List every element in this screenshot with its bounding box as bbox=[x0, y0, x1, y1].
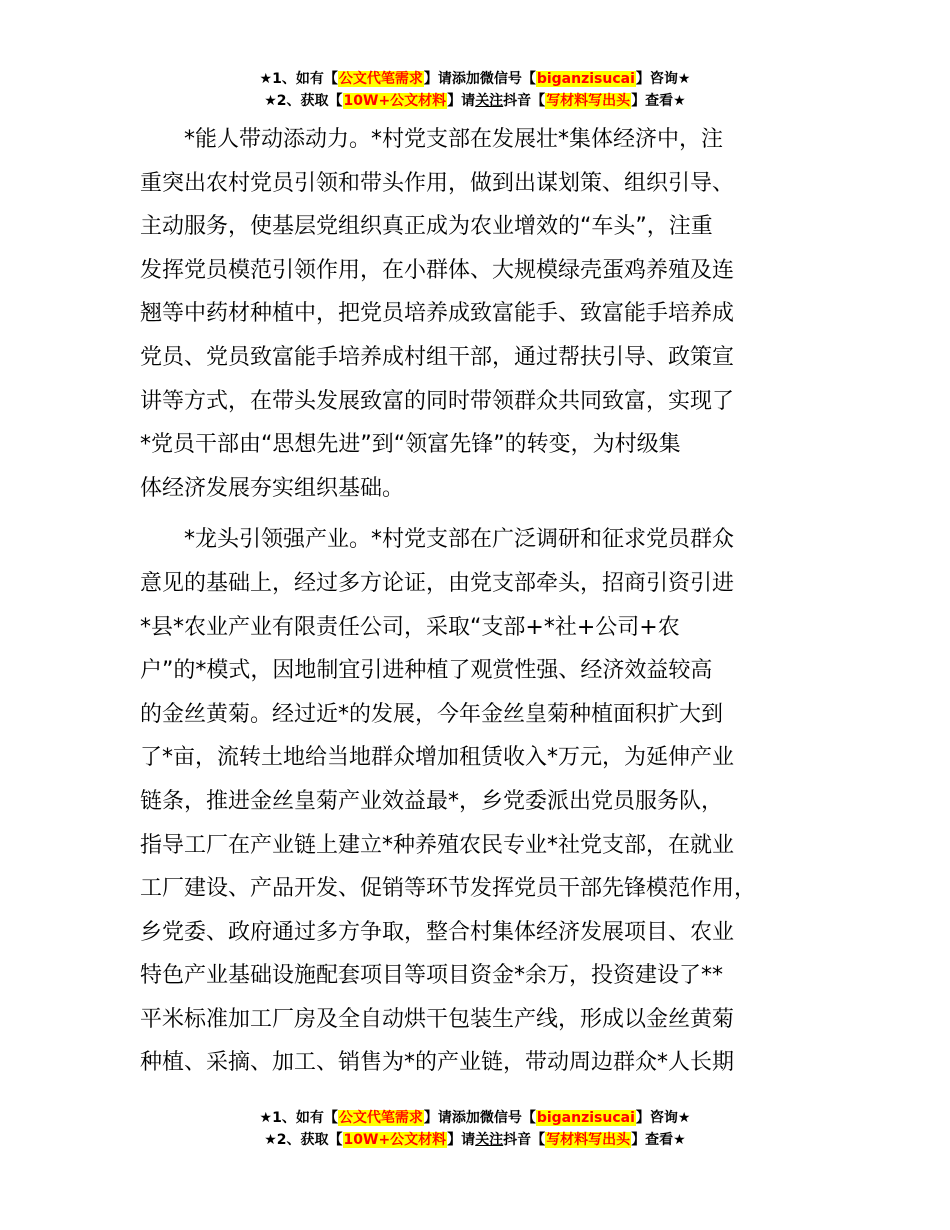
footer-follow-text: 关注 bbox=[475, 1132, 504, 1148]
header-line-2-douyin: 抖音【 bbox=[503, 93, 546, 109]
header-banner bbox=[0, 68, 950, 112]
footer-highlight-ghostwriting: 公文代笔需求 bbox=[338, 1110, 423, 1126]
header-line-1-suffix: 】咨询★ bbox=[635, 71, 691, 87]
header-line-1-mid: 】请添加微信号【 bbox=[423, 71, 536, 87]
header-follow-text: 关注 bbox=[475, 93, 504, 109]
footer-line-1-prefix: ★1、如有【 bbox=[259, 1110, 338, 1126]
footer-line-1-suffix: 】咨询★ bbox=[635, 1110, 691, 1126]
paragraph-capable-people: *能人带动添动力。*村党支部在发展壮*集体经济中，注 重突出农村党员引领和带头作用，做到出谋划策、组织引导、 主动服务，使基层党组织真正成为农业增效的“车头”，注重 发挥党员模范引领作用，在小群体、大规模绿壳蛋鸡养殖及连 翘等中药材种植中，把党员培养成致富能手、致富能手培养成 党员、党员致富能手培养成村组干部，通过帮扶引导、政策宣 讲等方式，在带头发展致富的同时带领群众共同致富，实现了 *党员干部由“思想先进”到“领富先锋”的转变，为村级集 体经济发展夯实组织基础。 bbox=[140, 127, 735, 501]
footer-line-2-douyin: 抖音【 bbox=[503, 1132, 546, 1148]
header-line-2-mid: 】请 bbox=[447, 93, 476, 109]
header-highlight-ghostwriting: 公文代笔需求 bbox=[338, 71, 423, 87]
header-highlight-account: 写材料写出头 bbox=[546, 93, 631, 109]
footer-line-2-mid: 】请 bbox=[447, 1132, 476, 1148]
footer-highlight-account: 写材料写出头 bbox=[546, 1132, 631, 1148]
footer-line-1-mid: 】请添加微信号【 bbox=[423, 1110, 536, 1126]
footer-highlight-materials: 10W+公文材料 bbox=[343, 1132, 447, 1148]
header-line-2 bbox=[0, 90, 950, 112]
header-line-1-prefix: ★1、如有【 bbox=[259, 71, 338, 87]
footer-line-2-prefix: ★2、获取【 bbox=[264, 1132, 343, 1148]
footer-line-2-suffix: 】查看★ bbox=[631, 1132, 686, 1148]
footer-highlight-wechat-id: biganzisucai bbox=[536, 1110, 635, 1126]
footer-banner bbox=[0, 1107, 950, 1151]
header-highlight-materials: 10W+公文材料 bbox=[343, 93, 447, 109]
paragraph-leading-industry: *龙头引领强产业。*村党支部在广泛调研和征求党员群众 意见的基础上，经过多方论证，由党支部牵头，招商引资引进 *县*农业产业有限责任公司，采取“支部+*社+公司+农 户”的*模式，因地制宜引进种植了观赏性强、经济效益较高 的金丝黄菊。经过近*的发展，今年金丝皇菊种植面积扩大到 了*亩，流转土地给当地群众增加租赁收入*万元，为延伸产业 链条，推进金丝皇菊产业效益最*，乡党委派出党员服务队， 指导工厂在产业链上建立*种养殖农民专业*社党支部，在就业 工厂建设、产品开发、促销等环节发挥党员干部先锋模范作用， 乡党委、政府通过多方争取，整合村集体经济发展项目、农业 特色产业基础设施配套项目等项目资金*余万，投资建设了** 平米标准加工厂房及全自动烘干包装生产线，形成以金丝黄菊 种植、采摘、加工、销售为*的产业链，带动周边群众*人长期 bbox=[140, 527, 757, 1076]
footer-line-1 bbox=[0, 1107, 950, 1129]
header-line-2-suffix: 】查看★ bbox=[631, 93, 686, 109]
document-body bbox=[140, 118, 820, 1085]
header-line-1 bbox=[0, 68, 950, 90]
header-highlight-wechat-id: biganzisucai bbox=[536, 71, 635, 87]
footer-line-2 bbox=[0, 1129, 950, 1151]
header-line-2-prefix: ★2、获取【 bbox=[264, 93, 343, 109]
